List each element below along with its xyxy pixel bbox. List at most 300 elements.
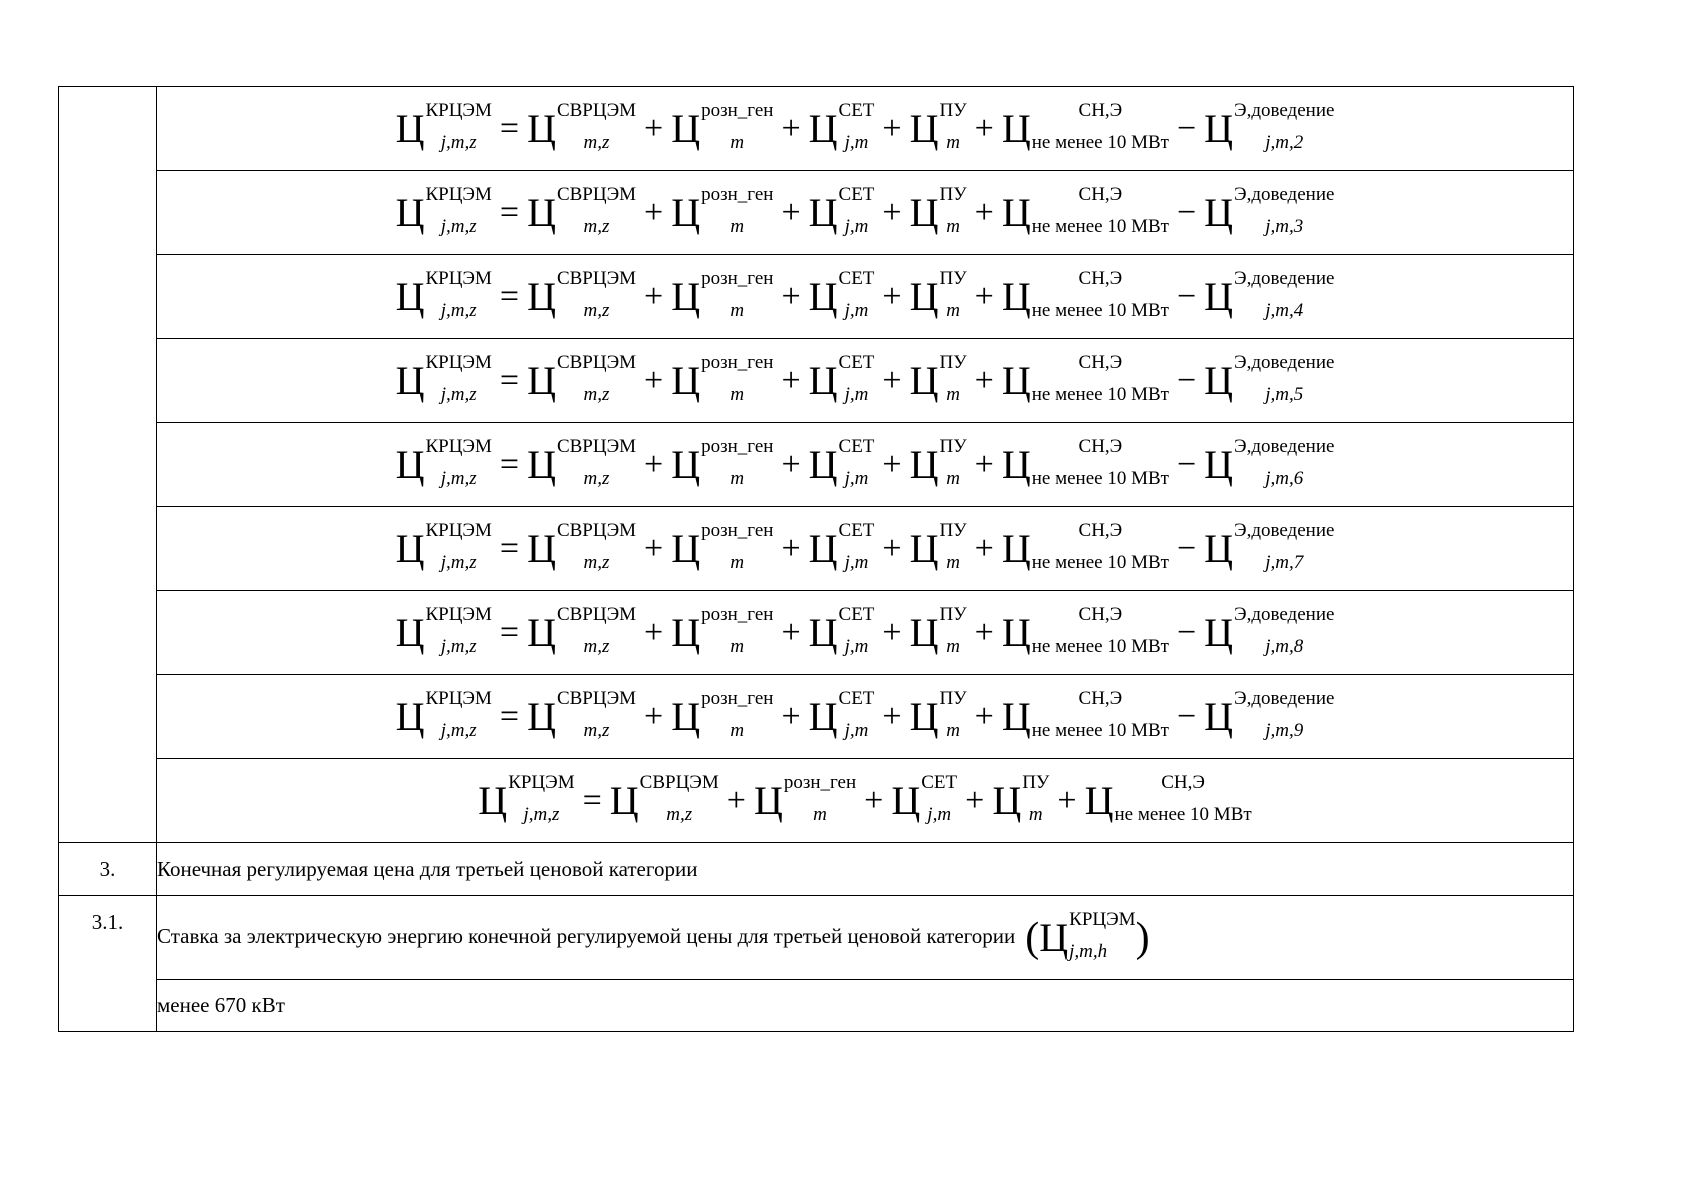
formula-term bbox=[1001, 351, 1169, 405]
formula-cell bbox=[157, 339, 1574, 423]
section-number: 3.1. bbox=[59, 896, 157, 1032]
term-subscript: не менее 10 МВт bbox=[1031, 719, 1169, 741]
term-symbol: Ц bbox=[671, 189, 701, 235]
term-subscript: j,m bbox=[844, 383, 869, 405]
term-superscript: Э,доведение bbox=[1234, 519, 1335, 541]
term-symbol: Ц bbox=[395, 357, 425, 403]
formula-term bbox=[808, 267, 875, 321]
formula-term bbox=[909, 687, 967, 741]
term-subscript: m,z bbox=[583, 299, 610, 321]
capacity-row bbox=[59, 980, 1574, 1032]
formula-term bbox=[909, 351, 967, 405]
plus-sign: + bbox=[882, 613, 902, 651]
equals-sign: = bbox=[499, 445, 520, 483]
term-symbol: Ц bbox=[671, 357, 701, 403]
term-symbol: Ц bbox=[1204, 273, 1234, 319]
term-superscript: розн_ген bbox=[701, 267, 774, 289]
term-symbol: Ц bbox=[671, 441, 701, 487]
term-superscript: розн_ген bbox=[701, 519, 774, 541]
term-symbol: Ц bbox=[1204, 441, 1234, 487]
term-subscript: m bbox=[946, 467, 960, 489]
equals-sign: = bbox=[499, 109, 520, 147]
formula-term bbox=[395, 267, 492, 321]
term-superscript: ПУ bbox=[939, 183, 967, 205]
term-symbol: Ц bbox=[395, 441, 425, 487]
term-symbol: Ц bbox=[527, 357, 556, 403]
term-superscript: СН,Э bbox=[1161, 771, 1205, 793]
term-symbol: Ц bbox=[1204, 105, 1234, 151]
plus-sign: + bbox=[1057, 781, 1077, 819]
formula-term bbox=[808, 99, 875, 153]
term-subscript: m bbox=[730, 551, 745, 573]
term-superscript: СН,Э bbox=[1078, 99, 1123, 121]
term-superscript: КРЦЭМ bbox=[425, 351, 492, 373]
formula-row bbox=[59, 507, 1574, 591]
term-subscript: j,m,z bbox=[440, 635, 477, 657]
plus-sign: + bbox=[864, 781, 884, 819]
term-superscript: КРЦЭМ bbox=[425, 687, 492, 709]
term-symbol: Ц bbox=[1001, 609, 1031, 655]
term-symbol: Ц bbox=[1204, 189, 1234, 235]
term-symbol: Ц bbox=[1001, 273, 1031, 319]
plus-sign: + bbox=[974, 193, 994, 231]
formula-cell bbox=[157, 171, 1574, 255]
term-symbol: Ц bbox=[808, 105, 838, 151]
term-superscript: СН,Э bbox=[1078, 603, 1123, 625]
term-subscript: не менее 10 МВт bbox=[1031, 467, 1169, 489]
plus-sign: + bbox=[781, 277, 801, 315]
term-symbol: Ц bbox=[909, 441, 939, 487]
formula-term bbox=[395, 687, 492, 741]
term-subscript: m bbox=[946, 299, 960, 321]
plus-sign: + bbox=[882, 109, 902, 147]
formula-term bbox=[671, 519, 774, 573]
formula-row bbox=[59, 87, 1574, 171]
term-subscript: m bbox=[730, 719, 745, 741]
term-subscript: m bbox=[730, 215, 745, 237]
term-symbol: Ц bbox=[671, 609, 701, 655]
term-superscript: СЕТ bbox=[838, 183, 875, 205]
term-symbol: Ц bbox=[909, 693, 939, 739]
term-subscript: j,m,z bbox=[440, 299, 477, 321]
term-superscript: СН,Э bbox=[1078, 519, 1123, 541]
plus-sign: + bbox=[882, 697, 902, 735]
section-title: Конечная регулируемая цена для третьей ценовой категории bbox=[157, 843, 1574, 896]
equals-sign: = bbox=[499, 529, 520, 567]
formula-term bbox=[671, 183, 774, 237]
plus-sign: + bbox=[781, 613, 801, 651]
term-subscript: не менее 10 МВт bbox=[1031, 551, 1169, 573]
plus-sign: + bbox=[974, 361, 994, 399]
term-symbol: Ц bbox=[527, 105, 556, 151]
equals-sign: = bbox=[499, 361, 520, 399]
rate-description-cell bbox=[157, 896, 1574, 980]
equals-sign: = bbox=[499, 697, 520, 735]
term-superscript: СЕТ bbox=[921, 771, 958, 793]
formula-cell bbox=[157, 423, 1574, 507]
equals-sign: = bbox=[499, 613, 520, 651]
term-symbol: Ц bbox=[1039, 914, 1069, 960]
formula-term bbox=[527, 351, 637, 405]
formula-term bbox=[891, 771, 958, 825]
term-symbol: Ц bbox=[808, 525, 838, 571]
price-formula bbox=[395, 351, 1335, 405]
formula-term bbox=[671, 267, 774, 321]
term-subscript: j,m,z bbox=[523, 803, 560, 825]
formula-term bbox=[909, 519, 967, 573]
term-subscript: j,m bbox=[844, 635, 869, 657]
plus-sign: + bbox=[644, 445, 664, 483]
term-symbol: Ц bbox=[909, 189, 939, 235]
formula-cell bbox=[157, 675, 1574, 759]
section-number: 3. bbox=[59, 843, 157, 896]
term-symbol: Ц bbox=[527, 441, 556, 487]
term-subscript: m bbox=[946, 131, 960, 153]
term-symbol: Ц bbox=[1204, 693, 1234, 739]
formula-row bbox=[59, 171, 1574, 255]
term-symbol: Ц bbox=[671, 525, 701, 571]
term-superscript: СН,Э bbox=[1078, 351, 1123, 373]
term-symbol: Ц bbox=[671, 693, 701, 739]
plus-sign: + bbox=[644, 361, 664, 399]
minus-sign: − bbox=[1176, 193, 1197, 231]
term-superscript: СН,Э bbox=[1078, 687, 1123, 709]
formula-term bbox=[1204, 267, 1335, 321]
formula-term bbox=[1204, 99, 1335, 153]
term-subscript: не менее 10 МВт bbox=[1114, 803, 1252, 825]
term-symbol: Ц bbox=[527, 525, 556, 571]
term-subscript: не менее 10 МВт bbox=[1031, 635, 1169, 657]
plus-sign: + bbox=[974, 109, 994, 147]
term-subscript: m bbox=[1028, 803, 1043, 825]
term-superscript: СЕТ bbox=[838, 687, 875, 709]
formula-term bbox=[808, 603, 875, 657]
term-subscript: j,m,8 bbox=[1265, 635, 1304, 657]
minus-sign: − bbox=[1176, 613, 1197, 651]
term-superscript: КРЦЭМ bbox=[508, 771, 575, 793]
term-symbol: Ц bbox=[909, 273, 939, 319]
plus-sign: + bbox=[882, 277, 902, 315]
term-subscript: m,z bbox=[583, 467, 610, 489]
plus-sign: + bbox=[974, 445, 994, 483]
formula-term bbox=[1001, 435, 1169, 489]
term-subscript: не менее 10 МВт bbox=[1031, 299, 1169, 321]
term-symbol: Ц bbox=[909, 609, 939, 655]
formula-row bbox=[59, 759, 1574, 843]
plus-sign: + bbox=[644, 613, 664, 651]
term-symbol: Ц bbox=[808, 273, 838, 319]
formula-term bbox=[478, 771, 575, 825]
minus-sign: − bbox=[1176, 109, 1197, 147]
term-superscript: розн_ген bbox=[701, 435, 774, 457]
term-subscript: j,m bbox=[844, 719, 869, 741]
term-symbol: Ц bbox=[1001, 525, 1031, 571]
plus-sign: + bbox=[781, 529, 801, 567]
plus-sign: + bbox=[882, 361, 902, 399]
term-symbol: Ц bbox=[395, 609, 425, 655]
term-subscript: m,z bbox=[583, 635, 610, 657]
term-superscript: КРЦЭМ bbox=[1069, 908, 1136, 930]
term-subscript: j,m,z bbox=[440, 215, 477, 237]
formula-term bbox=[527, 603, 637, 657]
price-formula bbox=[395, 99, 1335, 153]
formula-row bbox=[59, 675, 1574, 759]
term-symbol: Ц bbox=[891, 777, 921, 823]
formula-term bbox=[909, 267, 967, 321]
minus-sign: − bbox=[1176, 361, 1197, 399]
term-subscript: j,m,z bbox=[440, 467, 477, 489]
term-symbol: Ц bbox=[609, 777, 639, 823]
term-subscript: m bbox=[730, 635, 745, 657]
term-subscript: j,m bbox=[844, 215, 869, 237]
equals-sign: = bbox=[582, 781, 602, 819]
term-superscript: ПУ bbox=[939, 351, 967, 373]
formula-term bbox=[395, 351, 492, 405]
term-subscript: j,m bbox=[844, 551, 869, 573]
term-superscript: ПУ bbox=[939, 435, 967, 457]
formula-term bbox=[909, 603, 967, 657]
term-superscript: Э,доведение bbox=[1234, 603, 1335, 625]
term-superscript: СН,Э bbox=[1078, 435, 1123, 457]
section-3-row bbox=[59, 843, 1574, 896]
term-superscript: СВРЦЭМ bbox=[556, 519, 637, 541]
formula-term bbox=[1204, 687, 1335, 741]
term-subscript: j,m bbox=[927, 803, 952, 825]
plus-sign: + bbox=[644, 277, 664, 315]
plus-sign: + bbox=[781, 445, 801, 483]
term-superscript: Э,доведение bbox=[1234, 687, 1335, 709]
term-symbol: Ц bbox=[1001, 441, 1031, 487]
term-subscript: j,m,z bbox=[440, 131, 477, 153]
term-superscript: ПУ bbox=[939, 267, 967, 289]
term-superscript: ПУ bbox=[939, 99, 967, 121]
formula-cell bbox=[157, 591, 1574, 675]
plus-sign: + bbox=[882, 529, 902, 567]
term-subscript: j,m,7 bbox=[1265, 551, 1304, 573]
term-superscript: КРЦЭМ bbox=[425, 519, 492, 541]
term-superscript: Э,доведение bbox=[1234, 183, 1335, 205]
term-subscript: j,m,6 bbox=[1265, 467, 1304, 489]
term-superscript: розн_ген bbox=[701, 99, 774, 121]
term-superscript: КРЦЭМ bbox=[425, 267, 492, 289]
term-subscript: m,z bbox=[583, 215, 610, 237]
term-subscript: j,m,z bbox=[440, 383, 477, 405]
formula-term bbox=[808, 687, 875, 741]
term-superscript: ПУ bbox=[1022, 771, 1050, 793]
term-symbol: Ц bbox=[395, 189, 425, 235]
open-paren: ( bbox=[1025, 914, 1040, 961]
formula-row bbox=[59, 591, 1574, 675]
term-superscript: Э,доведение bbox=[1234, 435, 1335, 457]
term-subscript: m bbox=[730, 299, 745, 321]
term-symbol: Ц bbox=[478, 777, 508, 823]
term-superscript: СВРЦЭМ bbox=[556, 351, 637, 373]
price-table bbox=[58, 86, 1574, 1032]
formula-term bbox=[1001, 519, 1169, 573]
term-superscript: КРЦЭМ bbox=[425, 603, 492, 625]
term-subscript: m bbox=[946, 719, 960, 741]
minus-sign: − bbox=[1176, 445, 1197, 483]
term-subscript: m,z bbox=[666, 803, 693, 825]
term-subscript: j,m bbox=[844, 299, 869, 321]
formula-term bbox=[909, 99, 967, 153]
formula-term bbox=[992, 771, 1050, 825]
term-superscript: СВРЦЭМ bbox=[556, 267, 637, 289]
formula-term bbox=[671, 351, 774, 405]
formula-cell bbox=[157, 759, 1574, 843]
term-superscript: КРЦЭМ bbox=[425, 183, 492, 205]
term-superscript: Э,доведение bbox=[1234, 351, 1335, 373]
term-subscript: m bbox=[813, 803, 827, 825]
formula-term bbox=[1084, 771, 1252, 825]
price-formula bbox=[395, 183, 1335, 237]
plus-sign: + bbox=[726, 781, 746, 819]
term-superscript: ПУ bbox=[939, 687, 967, 709]
term-superscript: СВРЦЭМ bbox=[556, 435, 637, 457]
formula-term bbox=[1204, 351, 1335, 405]
term-superscript: КРЦЭМ bbox=[425, 99, 492, 121]
term-subscript: j,m,3 bbox=[1265, 215, 1304, 237]
term-superscript: Э,доведение bbox=[1234, 99, 1335, 121]
term-subscript: m,z bbox=[583, 551, 610, 573]
term-subscript: m,z bbox=[583, 719, 610, 741]
formula-term bbox=[808, 183, 875, 237]
term-symbol: Ц bbox=[808, 441, 838, 487]
term-symbol: Ц bbox=[527, 273, 556, 319]
term-subscript: j,m,5 bbox=[1265, 383, 1304, 405]
term-symbol: Ц bbox=[527, 693, 556, 739]
term-subscript: j,m bbox=[844, 131, 869, 153]
term-subscript: j,m,z bbox=[440, 551, 477, 573]
term-superscript: розн_ген bbox=[701, 183, 774, 205]
term-symbol: Ц bbox=[1001, 357, 1031, 403]
plus-sign: + bbox=[974, 277, 994, 315]
formula-term bbox=[527, 687, 637, 741]
term-superscript: СЕТ bbox=[838, 435, 875, 457]
formula-term bbox=[395, 603, 492, 657]
plus-sign: + bbox=[781, 109, 801, 147]
term-symbol: Ц bbox=[527, 189, 556, 235]
term-subscript: m bbox=[946, 215, 960, 237]
term-symbol: Ц bbox=[909, 105, 939, 151]
term-symbol: Ц bbox=[753, 777, 783, 823]
formula-row bbox=[59, 423, 1574, 507]
plus-sign: + bbox=[974, 697, 994, 735]
term-subscript: не менее 10 МВт bbox=[1031, 131, 1169, 153]
formula-term bbox=[671, 687, 774, 741]
term-symbol: Ц bbox=[1204, 525, 1234, 571]
term-superscript: розн_ген bbox=[701, 351, 774, 373]
formula-term bbox=[527, 435, 637, 489]
plus-sign: + bbox=[974, 529, 994, 567]
minus-sign: − bbox=[1176, 697, 1197, 735]
term-subscript: j,m,2 bbox=[1265, 131, 1304, 153]
term-symbol: Ц bbox=[1084, 777, 1114, 823]
equals-sign: = bbox=[499, 277, 520, 315]
term-symbol: Ц bbox=[1001, 189, 1031, 235]
formula-term bbox=[1001, 99, 1169, 153]
minus-sign: − bbox=[1176, 529, 1197, 567]
formula-term bbox=[1001, 603, 1169, 657]
term-superscript: Э,доведение bbox=[1234, 267, 1335, 289]
formula-term bbox=[808, 519, 875, 573]
plus-sign: + bbox=[781, 697, 801, 735]
formula-term bbox=[609, 771, 719, 825]
term-symbol: Ц bbox=[992, 777, 1022, 823]
formula-term bbox=[1001, 687, 1169, 741]
term-subscript: m bbox=[730, 467, 745, 489]
term-symbol: Ц bbox=[1001, 693, 1031, 739]
formula-term bbox=[395, 519, 492, 573]
price-formula bbox=[395, 267, 1335, 321]
term-subscript: m bbox=[730, 383, 745, 405]
term-superscript: розн_ген bbox=[701, 687, 774, 709]
formula-term bbox=[808, 435, 875, 489]
section-3-1-row bbox=[59, 896, 1574, 980]
term-subscript: j,m,h bbox=[1069, 940, 1108, 962]
plus-sign: + bbox=[781, 361, 801, 399]
term-superscript: СВРЦЭМ bbox=[556, 687, 637, 709]
formula-cell bbox=[157, 507, 1574, 591]
formula-term bbox=[671, 435, 774, 489]
formula-term bbox=[527, 519, 637, 573]
formula-term bbox=[1204, 183, 1335, 237]
formula-term bbox=[527, 267, 637, 321]
formula-term bbox=[909, 183, 967, 237]
term-subscript: m,z bbox=[583, 383, 610, 405]
term-symbol: Ц bbox=[808, 609, 838, 655]
formula-term bbox=[671, 603, 774, 657]
term-superscript: СВРЦЭМ bbox=[639, 771, 719, 793]
formula-term bbox=[1204, 519, 1335, 573]
plus-sign: + bbox=[781, 193, 801, 231]
formula-term bbox=[527, 183, 637, 237]
formula-term bbox=[909, 435, 967, 489]
term-symbol: Ц bbox=[909, 525, 939, 571]
term-symbol: Ц bbox=[671, 273, 701, 319]
term-symbol: Ц bbox=[1204, 357, 1234, 403]
plus-sign: + bbox=[644, 529, 664, 567]
term-symbol: Ц bbox=[1001, 105, 1031, 151]
term-superscript: СЕТ bbox=[838, 99, 875, 121]
term-superscript: розн_ген bbox=[783, 771, 857, 793]
price-formula bbox=[395, 687, 1335, 741]
formula-term bbox=[671, 99, 774, 153]
formula-cell bbox=[157, 87, 1574, 171]
term-subscript: m,z bbox=[583, 131, 610, 153]
term-superscript: розн_ген bbox=[701, 603, 774, 625]
plus-sign: + bbox=[882, 193, 902, 231]
empty-number-cell bbox=[59, 87, 157, 843]
term-symbol: Ц bbox=[527, 609, 556, 655]
term-superscript: СВРЦЭМ bbox=[556, 603, 637, 625]
term-subscript: не менее 10 МВт bbox=[1031, 215, 1169, 237]
term-subscript: j,m bbox=[844, 467, 869, 489]
equals-sign: = bbox=[499, 193, 520, 231]
term-superscript: СВРЦЭМ bbox=[556, 183, 637, 205]
term-superscript: СЕТ bbox=[838, 603, 875, 625]
formula-term bbox=[1039, 908, 1136, 962]
term-superscript: СЕТ bbox=[838, 519, 875, 541]
term-subscript: j,m,z bbox=[440, 719, 477, 741]
plus-sign: + bbox=[882, 445, 902, 483]
term-subscript: j,m,4 bbox=[1265, 299, 1304, 321]
term-superscript: СВРЦЭМ bbox=[556, 99, 637, 121]
term-subscript: не менее 10 МВт bbox=[1031, 383, 1169, 405]
term-subscript: m bbox=[946, 383, 960, 405]
term-superscript: СЕТ bbox=[838, 351, 875, 373]
formula-term bbox=[1204, 435, 1335, 489]
